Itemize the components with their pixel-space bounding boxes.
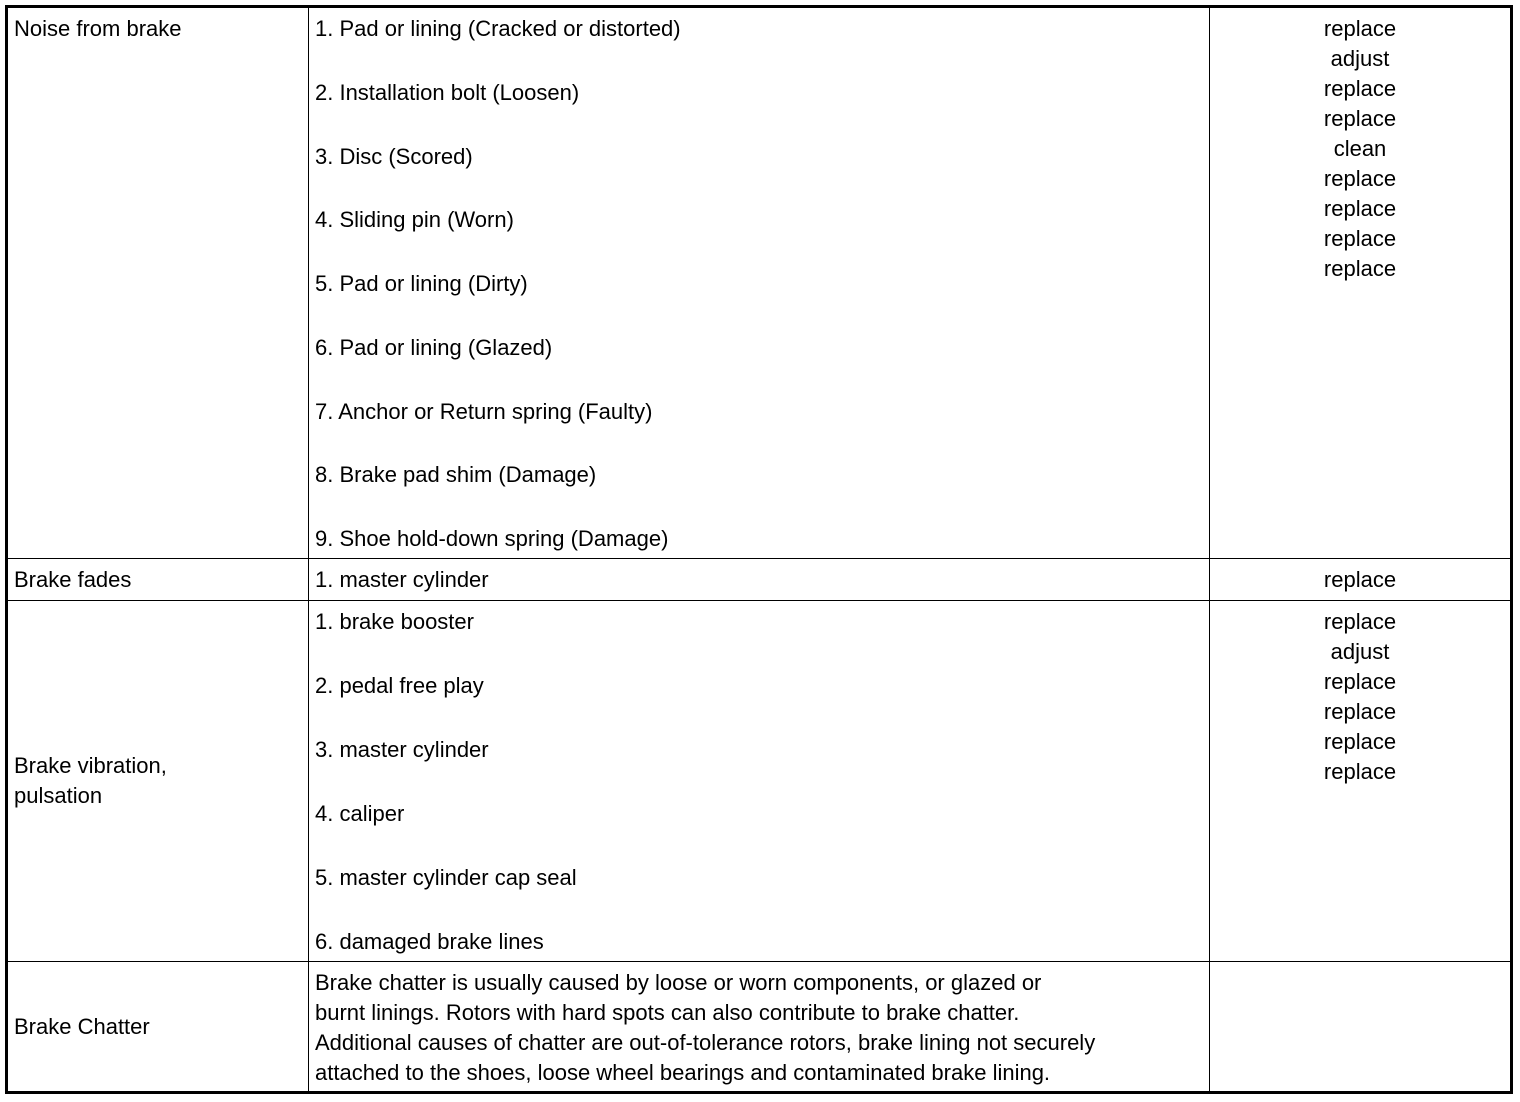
actions-cell — [1210, 962, 1512, 1093]
action-item: replace — [1323, 609, 1397, 634]
actions-cell — [1210, 7, 1512, 559]
cause-item: 3. Disc (Scored) — [315, 143, 473, 169]
cause-item: 7. Anchor or Return spring (Faulty) — [315, 398, 653, 424]
cause-item: 9. Shoe hold-down spring (Damage) — [315, 526, 669, 551]
causes-cell — [309, 601, 1210, 962]
symptom-cell: Brake Chatter — [7, 962, 309, 1093]
causes-cell — [309, 559, 1210, 601]
causes-cell — [309, 7, 1210, 559]
action-item: replace — [1323, 729, 1397, 754]
description-line: Brake chatter is usually caused by loose or worn components, or glazed or — [315, 970, 1042, 995]
cause-item: 8. Brake pad shim (Damage) — [315, 462, 597, 488]
action-item: replace — [1323, 699, 1397, 724]
action-item: replace — [1323, 669, 1397, 694]
description-cell — [309, 962, 1210, 1093]
table-row — [7, 601, 1512, 962]
description-line: Additional causes of chatter are out-of-tolerance rotors, brake lining not securely — [315, 1030, 1096, 1055]
causes-list — [315, 14, 1203, 554]
actions-cell — [1210, 601, 1512, 962]
symptom-line: pulsation — [14, 783, 103, 808]
action-item: replace — [1323, 567, 1397, 592]
action-item: replace — [1323, 226, 1397, 251]
action-item: replace — [1323, 106, 1397, 131]
symptom-cell: Noise from brake — [7, 7, 309, 559]
action-item: replace — [1323, 196, 1397, 221]
description-line: burnt linings. Rotors with hard spots can also contribute to brake chatter. — [315, 1000, 1020, 1025]
action-item: clean — [1333, 136, 1387, 161]
description-line: attached to the shoes, loose wheel bearings and contaminated brake lining. — [315, 1060, 1051, 1085]
cause-item: 4. Sliding pin (Worn) — [315, 207, 514, 233]
action-item: replace — [1323, 166, 1397, 191]
action-item: adjust — [1330, 46, 1390, 71]
symptom-cell: Brake fades — [7, 559, 309, 601]
action-item: replace — [1323, 16, 1397, 41]
cause-item: 5. master cylinder cap seal — [315, 865, 577, 890]
actions-list — [1216, 607, 1504, 787]
symptom-line: Brake vibration, — [14, 753, 167, 778]
actions-list — [1216, 14, 1504, 284]
table-row — [7, 7, 1512, 559]
cause-item: 2. pedal free play — [315, 673, 484, 698]
cause-item: 1. master cylinder — [315, 567, 489, 592]
symptom-cell — [7, 601, 309, 962]
cause-item: 5. Pad or lining (Dirty) — [315, 271, 528, 296]
action-item: adjust — [1330, 639, 1390, 664]
causes-list — [315, 607, 1203, 957]
actions-cell — [1210, 559, 1512, 601]
action-item: replace — [1323, 759, 1397, 784]
cause-item: 4. caliper — [315, 801, 405, 826]
cause-item: 1. Pad or lining (Cracked or distorted) — [315, 16, 681, 41]
action-item: replace — [1323, 256, 1397, 281]
table-row — [7, 962, 1512, 1093]
cause-item: 1. brake booster — [315, 609, 474, 634]
action-item: replace — [1323, 76, 1397, 101]
cause-item: 6. damaged brake lines — [315, 929, 544, 954]
cause-item: 2. Installation bolt (Loosen) — [315, 79, 580, 105]
table-row — [7, 559, 1512, 601]
cause-item: 6. Pad or lining (Glazed) — [315, 334, 553, 360]
brake-troubleshooting-table — [5, 5, 1513, 1094]
cause-item: 3. master cylinder — [315, 737, 489, 762]
